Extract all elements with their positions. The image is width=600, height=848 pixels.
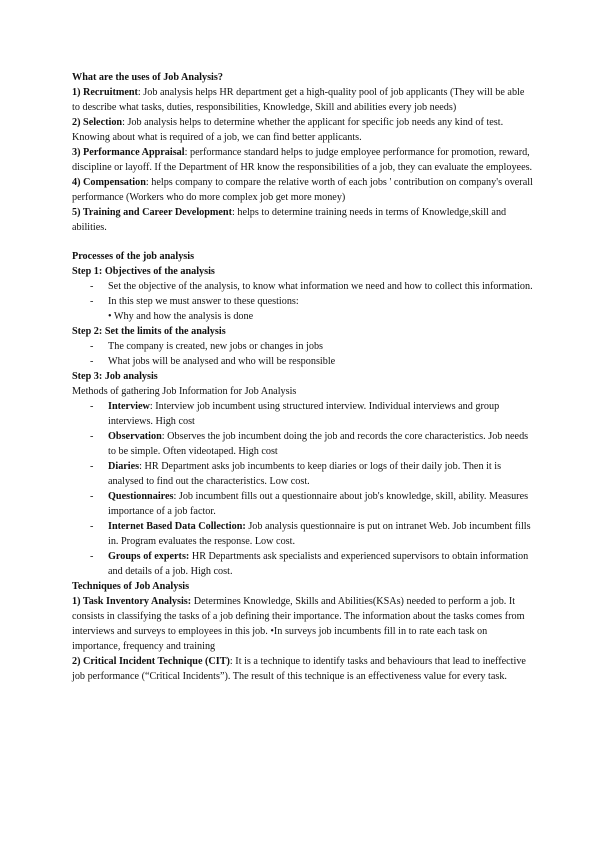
step3-intro: Methods of gathering Job Information for Job Analysis xyxy=(72,386,297,397)
step2-list xyxy=(72,339,534,369)
method-diaries: - Diaries: HR Department asks job incumbents to keep diaries or logs of their daily job. Then it is analysed to find out the characteristics. Low cost. xyxy=(72,459,534,489)
method-internet: - Internet Based Data Collection: Job analysis questionnaire is put on intranet Web. Job incumbent fills in. Program evaluates the response. Low cost. xyxy=(72,519,534,549)
section-gap xyxy=(72,235,534,249)
techniques-heading: Techniques of Job Analysis xyxy=(72,581,190,592)
technique-task-inventory: 1) Task Inventory Analysis: Determines Knowledge, Skills and Abilities(KSAs) needed to perform a job. It consists in classifying the tasks of a job defining their importance. The information about the tasks comes from interviews and surveys to employees in this job. •In surveys job incumbents fill in to rate each task on importance, frequency and training xyxy=(72,596,525,652)
uses-heading: What are the uses of Job Analysis? xyxy=(72,72,223,83)
sub-bullet: • Why and how the analysis is done xyxy=(108,311,254,322)
list-item: - What jobs will be analysed and who will be responsible xyxy=(72,354,534,369)
document-page xyxy=(72,70,534,684)
list-item: - Set the objective of the analysis, to know what information we need and how to collect this information. xyxy=(72,279,534,294)
technique-cit: 2) Critical Incident Technique (CIT): It is a technique to identify tasks and behaviours that lead to ineffective job performance (“Critical Incidents”). The result of this technique is an effectiveness value for every task. xyxy=(72,656,526,682)
method-questionnaires: - Questionnaires: Job incumbent fills out a questionnaire about job's knowledge, skill, ability. Measures importance of a job factor. xyxy=(72,489,534,519)
use-performance-appraisal: 3) Performance Appraisal: performance standard helps to judge employee performance for promotion, reward, discipline or layoff. If the Department of HR know the responsibilities of a job, they can evaluate the employees. xyxy=(72,147,533,173)
list-item: - In this step we must answer to these questions: • Why and how the analysis is done xyxy=(72,294,534,324)
step3-heading: Step 3: Job analysis xyxy=(72,371,158,382)
method-experts: - Groups of experts: HR Departments ask specialists and experienced supervisors to obtain information and details of a job. High cost. xyxy=(72,549,534,579)
method-observation: - Observation: Observes the job incumbent doing the job and records the core characteristics. Job needs to be simple. Often videotaped. High cost xyxy=(72,429,534,459)
method-interview: - Interview: Interview job incumbent using structured interview. Individual interviews and group interviews. High cost xyxy=(72,399,534,429)
methods-list xyxy=(72,399,534,579)
use-compensation: 4) Compensation: helps company to compare the relative worth of each jobs ' contribution on company's overall performance (Workers who do more complex job get more money) xyxy=(72,177,533,203)
use-training: 5) Training and Career Development: helps to determine training needs in terms of Knowledge,skill and abilities. xyxy=(72,207,507,233)
use-selection: 2) Selection: Job analysis helps to determine whether the applicant for specific job needs any kind of test. Knowing about what is required of a job, we can find better applicants. xyxy=(72,117,504,143)
step1-list xyxy=(72,279,534,324)
processes-heading: Processes of the job analysis xyxy=(72,251,195,262)
step1-heading: Step 1: Objectives of the analysis xyxy=(72,266,215,277)
use-recruitment: 1) Recruitment: Job analysis helps HR department get a high-quality pool of job applicants (They will be able to describe what tasks, duties, responsibilities, Knowledge, Skill and abilities every job needs) xyxy=(72,87,525,113)
list-item: - The company is created, new jobs or changes in jobs xyxy=(72,339,534,354)
step2-heading: Step 2: Set the limits of the analysis xyxy=(72,326,226,337)
